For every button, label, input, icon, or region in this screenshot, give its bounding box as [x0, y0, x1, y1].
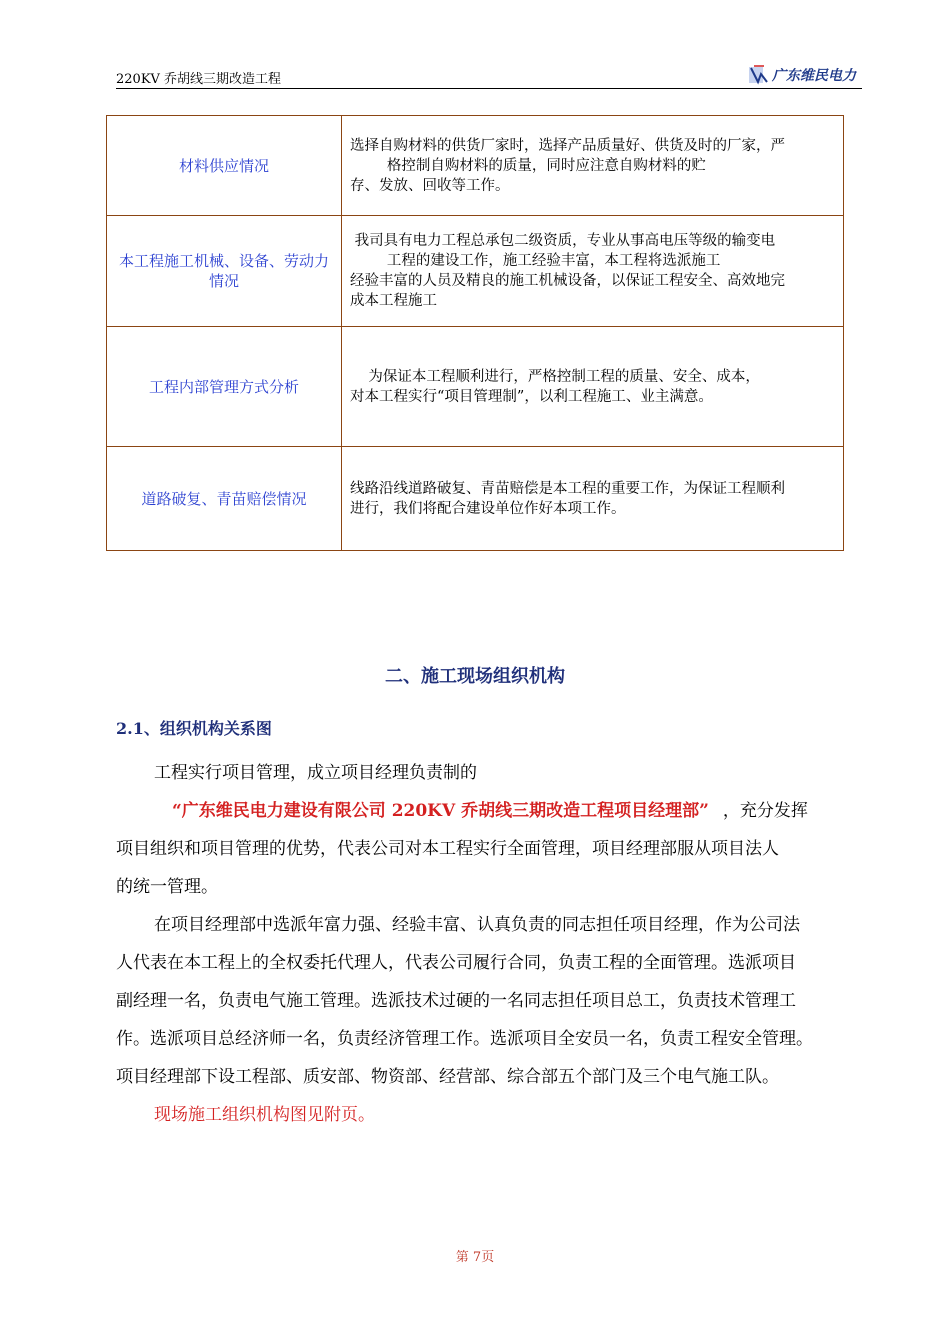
- para-line: 项目组织和项目管理的优势，代表公司对本工程实行全面管理，项目经理部服从项目法人: [116, 839, 779, 859]
- row-content: [342, 447, 844, 551]
- content-line: 我司具有电力工程总承包二级资质，专业从事高电压等级的输变电: [350, 233, 776, 249]
- logo-text: 广东维民电力: [772, 68, 856, 84]
- content-line: 为保证本工程顺利进行，严格控制工程的质量、安全、成本，: [350, 368, 760, 385]
- row-label: 材料供应情况: [107, 116, 342, 216]
- para-line: 副经理一名，负责电气施工管理。选派技术过硬的一名同志担任项目总工，负责技术管理工: [116, 991, 796, 1011]
- para-line: 的统一管理。: [116, 877, 218, 897]
- row-content: [342, 116, 844, 216]
- section-title: 二、施工现场组织机构: [385, 666, 565, 687]
- row-label: 道路破复、青苗赔偿情况: [107, 447, 342, 551]
- content-line: 格控制自购材料的质量，同时应注意自购材料的贮: [350, 157, 706, 174]
- content-line: 成本工程施工: [350, 293, 437, 309]
- para-line: 人代表在本工程上的全权委托代理人，代表公司履行合同，负责工程的全面管理。选派项目: [116, 953, 796, 973]
- row-label: 工程内部管理方式分析: [107, 327, 342, 447]
- table-row: [107, 447, 844, 551]
- row-content: [342, 327, 844, 447]
- table-row: [107, 327, 844, 447]
- table-row: [107, 116, 844, 216]
- paragraph-3: [116, 1096, 862, 1134]
- company-logo: [748, 64, 856, 86]
- content-line: 进行，我们将配合建设单位作好本项工作。: [350, 500, 626, 517]
- logo-icon: [748, 64, 770, 86]
- content-line: 线路沿线道路破复、青苗赔偿是本工程的重要工作，为保证工程顺利: [350, 480, 785, 497]
- table-row: [107, 216, 844, 327]
- content-line: 经验丰富的人员及精良的施工机械设备，以保证工程安全、高效地完: [350, 273, 785, 289]
- paragraph-2: [116, 906, 862, 1096]
- content-line: 工程的建设工作，施工经验丰富，本工程将选派施工: [350, 253, 721, 269]
- info-table: [106, 115, 844, 551]
- para-line: [116, 792, 862, 830]
- para-tail: ，充分发挥: [722, 801, 808, 821]
- header-title: 220KV 乔胡线三期改造工程: [116, 72, 282, 87]
- sub-title: 2.1、组织机构关系图: [116, 719, 272, 738]
- paragraph-1: [116, 754, 862, 906]
- project-dept-name: “广东维民电力建设有限公司 220KV 乔胡线三期改造工程项目经理部”: [172, 801, 709, 821]
- row-content: [342, 216, 844, 327]
- para-line: 工程实行项目管理，成立项目经理负责制的: [154, 763, 477, 783]
- para-line: 作。选派项目总经济师一名，负责经济管理工作。选派项目全安员一名，负责工程安全管理。: [116, 1029, 813, 1049]
- para-line: 在项目经理部中选派年富力强、经验丰富、认真负责的同志担任项目经理，作为公司法: [154, 915, 800, 935]
- content-line: 对本工程实行“项目管理制”，以利工程施工、业主满意。: [350, 388, 713, 405]
- page-number: 第 7页: [455, 1250, 495, 1265]
- para-line: 现场施工组织机构图见附页。: [154, 1105, 375, 1125]
- content-line: 存、发放、回收等工作。: [350, 177, 510, 194]
- content-line: 选择自购材料的供货厂家时，选择产品质量好、供货及时的厂家，严: [350, 137, 785, 154]
- page-header: [116, 64, 862, 89]
- para-line: 项目经理部下设工程部、质安部、物资部、经营部、综合部五个部门及三个电气施工队。: [116, 1067, 779, 1087]
- row-label: 本工程施工机械、设备、劳动力情况: [107, 216, 342, 327]
